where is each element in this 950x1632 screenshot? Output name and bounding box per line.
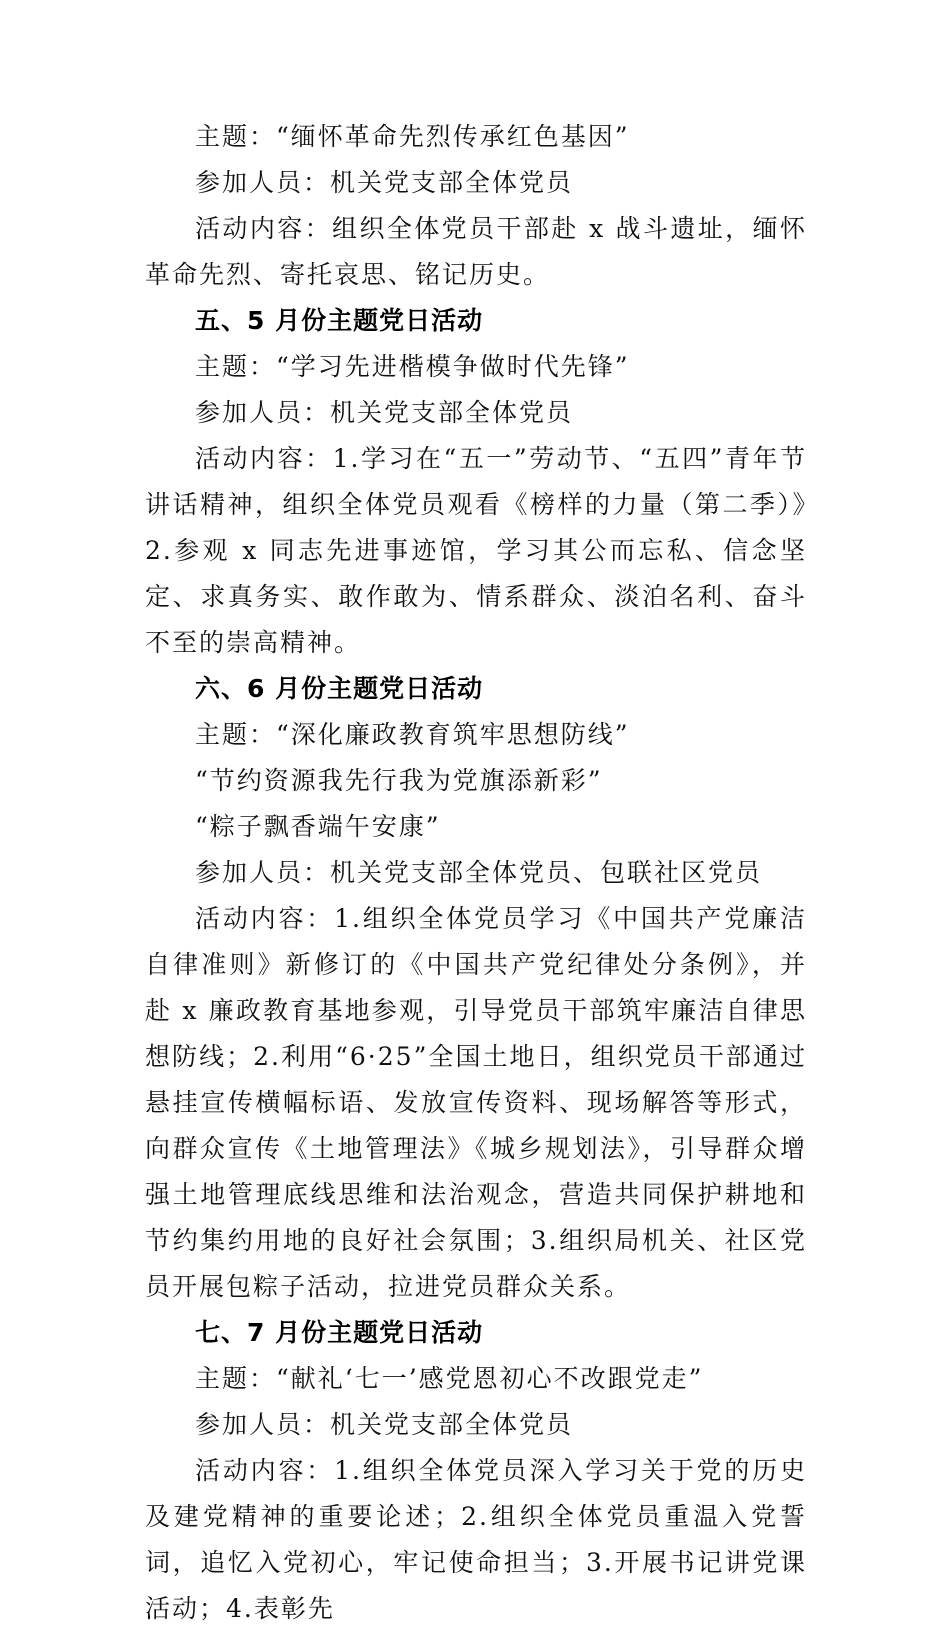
section7-heading: 七、7 月份主题党日活动 [195, 1318, 484, 1347]
section5-participants: 参加人员：机关党支部全体党员 [195, 398, 574, 427]
section6-theme3: “粽子飘香端午安康” [195, 812, 441, 841]
section6-heading: 六、6 月份主题党日活动 [195, 674, 484, 703]
section5-theme: 主题：“学习先进楷模争做时代先锋” [195, 352, 630, 381]
document-body [145, 114, 807, 1632]
section5-heading: 五、5 月份主题党日活动 [195, 306, 484, 335]
section7-theme: 主题：“献礼‘七一’感党恩初心不改跟党走” [195, 1364, 704, 1393]
section6-theme2: “节约资源我先行我为党旗添新彩” [195, 766, 603, 795]
section7-content: 活动内容：1.组织全体党员深入学习关于党的历史及建党精神的重要论述；2.组织全体党员重温入党誓词，追忆入党初心，牢记使命担当；3.开展书记讲党课活动；4.表彰先 [145, 1456, 807, 1623]
section6-content: 活动内容：1.组织全体党员学习《中国共产党廉洁自律准则》新修订的《中国共产党纪律处分条例》，并赴 x 廉政教育基地参观，引导党员干部筑牢廉洁自律思想防线；2.利用“6·25”全国土地日，组织党员干部通过悬挂宣传横幅标语、发放宣传资料、现场解答等形式，向群众宣传《土地管理法》《城乡规划法》，引导群众增强土地管理底线思维和法治观念，营造共同保护耕地和节约集约用地的良好社会氛围；3.组织局机关、社区党员开展包粽子活动，拉进党员群众关系。 [145, 904, 807, 1301]
block1-theme: 主题：“缅怀革命先烈传承红色基因” [195, 122, 630, 151]
section6-theme: 主题：“深化廉政教育筑牢思想防线” [195, 720, 630, 749]
block1-participants: 参加人员：机关党支部全体党员 [195, 168, 574, 197]
section7-participants: 参加人员：机关党支部全体党员 [195, 1410, 574, 1439]
block1-content: 活动内容：组织全体党员干部赴 x 战斗遗址，缅怀革命先烈、寄托哀思、铭记历史。 [145, 214, 807, 289]
section6-participants: 参加人员：机关党支部全体党员、包联社区党员 [195, 858, 763, 887]
section5-content: 活动内容：1.学习在“五一”劳动节、“五四”青年节讲话精神，组织全体党员观看《榜样的力量（第二季）》2.参观 x 同志先进事迹馆，学习其公而忘私、信念坚定、求真务实、敢作敢为、情系群众、淡泊名利、奋斗不至的崇高精神。 [145, 444, 807, 657]
